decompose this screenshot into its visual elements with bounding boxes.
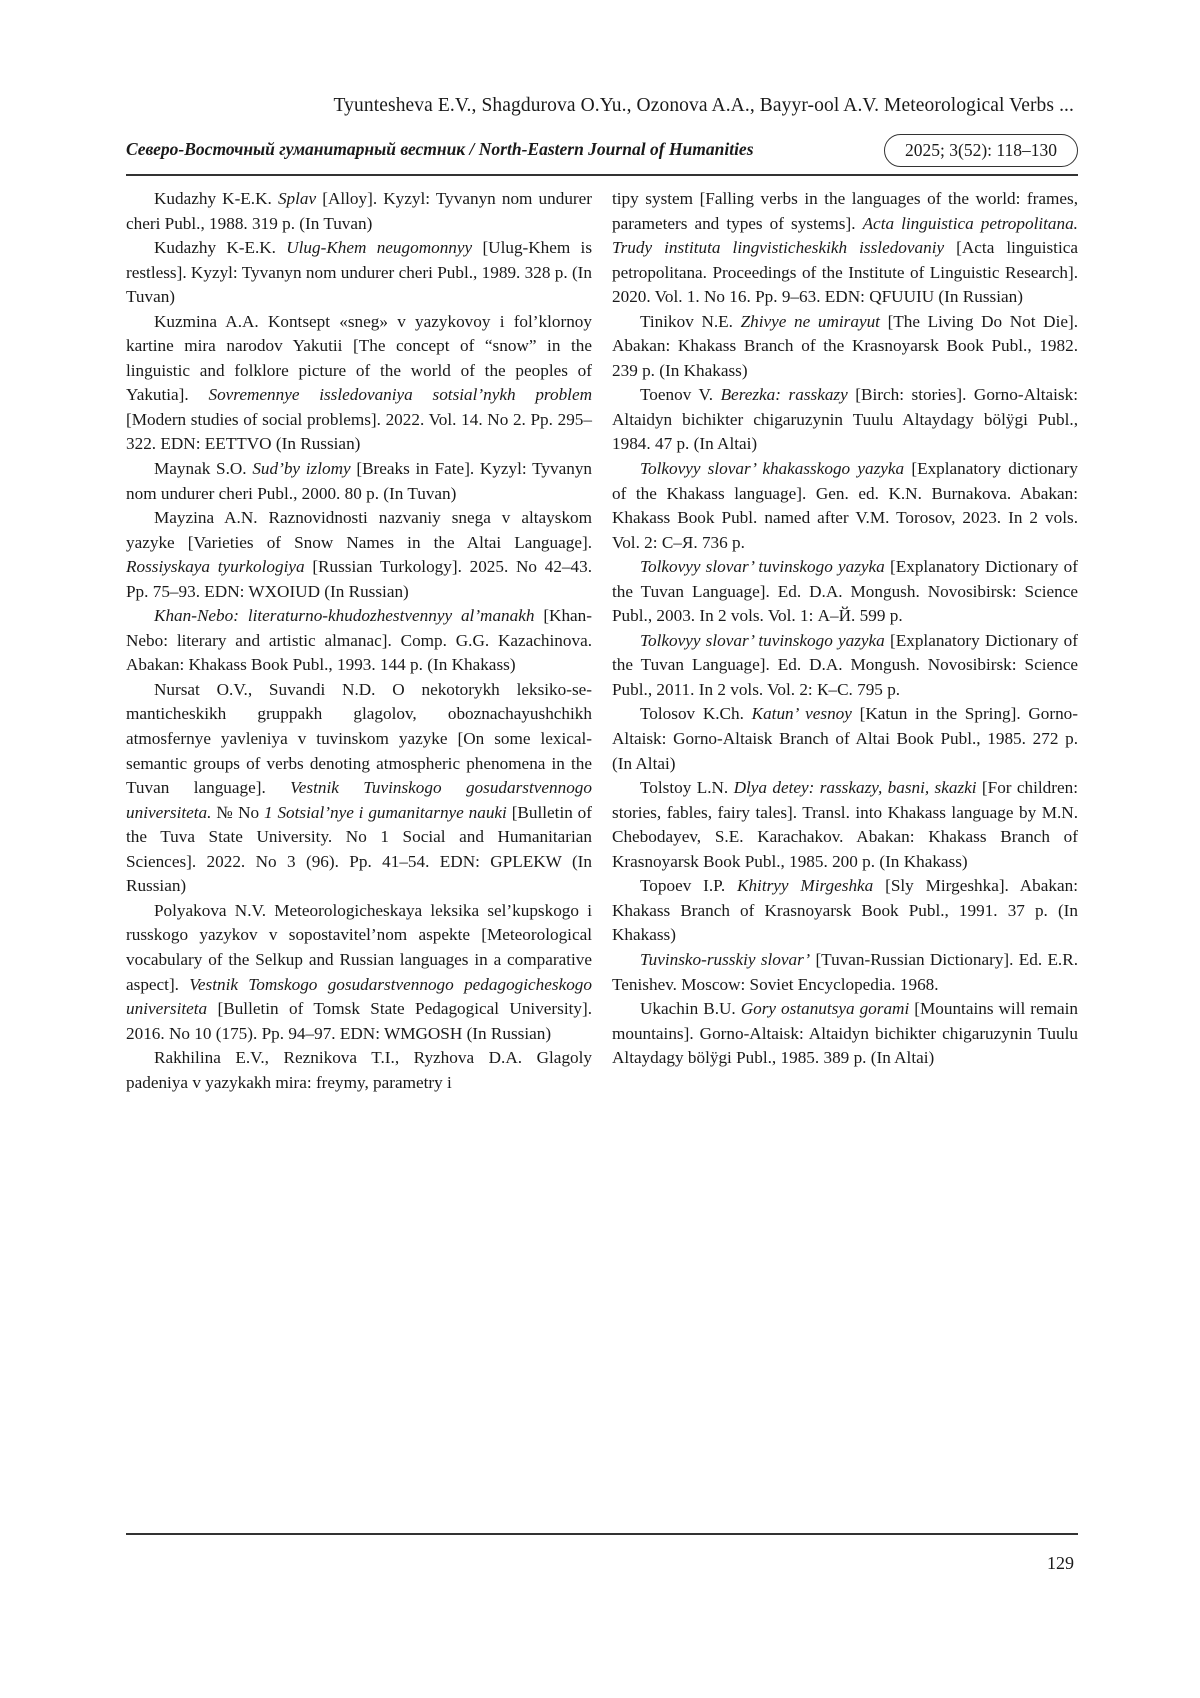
reference-title: Acta linguistica petropolitana. Trudy instituta lingvisticheskikh issledovaniy (612, 213, 1078, 258)
reference-authors: Tolosov K.Ch. (640, 704, 752, 724)
reference-entry (612, 702, 1078, 776)
reference-details: [Mountains will remain mountains]. Gorno-Altaisk: Altaidyn bichikter chigaruzynin Tuulu Altaydagy bölÿgi Publ., 1985. 389 p. (In Altai) (612, 999, 1078, 1068)
reference-authors: Kudazhy K-E.K. (154, 189, 278, 208)
reference-title: Vestnik Tomskogo gosudarstvennogo pedagogicheskogo universiteta (126, 974, 592, 1019)
reference-title: Tolkovyy slovar’ tuvinskogo yazyka (640, 557, 885, 577)
reference-entry (612, 997, 1078, 1071)
references-right-column (612, 187, 1078, 1095)
reference-title: Zhivye ne umirayut (740, 311, 880, 331)
reference-entry (126, 506, 592, 604)
reference-entry (612, 383, 1078, 457)
reference-title: Tolkovyy slovar’ tuvinskogo yazyka (640, 630, 885, 650)
reference-entry (126, 187, 592, 236)
reference-entry (612, 310, 1078, 384)
reference-title: Berezka: rasskazy (720, 385, 848, 405)
reference-entry (126, 678, 592, 899)
reference-entry (612, 629, 1078, 703)
reference-details: [Bulletin of the Tuva State University. No 1 Social and Humanitarian Sciences]. 2022. No 3 (96). Pp. 41–54. EDN: GPLEKW (In Russian) (126, 802, 592, 896)
reference-entry (612, 457, 1078, 555)
reference-entry (612, 555, 1078, 629)
reference-entry (126, 457, 592, 506)
reference-details: [Tuvan-Russian Dictionary]. Ed. E.R. Tenishev. Moscow: Soviet Encyclopedia. 1968. (612, 949, 1078, 994)
reference-title: Katun’ vesnoy (751, 704, 852, 724)
reference-details: [Katun in the Spring]. Gorno-Altaisk: Gorno-Altaisk Branch of Altai Book Publ., 1985. 272 p. (In Altai) (612, 704, 1079, 773)
reference-entry (126, 236, 592, 310)
running-head: Tyuntesheva E.V., Shagdurova O.Yu., Ozonova A.A., Bayyr-ool A.V. Meteorological Verbs ... (333, 95, 1074, 116)
issue-badge: 2025; 3(52): 118–130 (884, 134, 1078, 167)
reference-title: Sud’by izlomy (252, 459, 351, 479)
reference-authors: Kudazhy K-E.K. (154, 238, 287, 258)
reference-title: Ulug-Khem neugomonnyy (286, 238, 473, 258)
journal-header (126, 134, 1078, 174)
reference-authors: Mayzina A.N. Raznovidnosti nazvaniy snega v altayskom yazyke [Varieties of Snow Names in the Altai Language]. (126, 508, 592, 552)
reference-title: Vestnik Tuvinskogo gosudarstvennogo universiteta. (126, 778, 592, 822)
reference-title: Khitryy Mirgeshka (736, 876, 874, 896)
reference-authors: Toenov V. (640, 385, 721, 405)
reference-title: Rossiyskaya tyurkologiya (126, 557, 305, 577)
reference-details: [Birch: stories]. Gorno-Altaisk: Altaidyn bichikter chigaruzynin Tuulu Altaydagy bölÿgi Publ., 1984. 47 p. (In Altai) (612, 385, 1078, 454)
reference-details: [Explanatory Dictionary of the Tuvan Language]. Ed. D.A. Mongush. Novosibirsk: Science Publ., 2003. In 2 vols. Vol. 1: А–Й. 599 p. (612, 557, 1078, 626)
reference-details: [Russian Turkology]. 2025. No 42–43. Pp. 75–93. EDN: WXOIUD (In Russian) (126, 557, 592, 601)
reference-authors: Ukachin B.U. (640, 999, 741, 1019)
reference-title: Tuvinsko-russkiy slovar’ (640, 949, 811, 969)
reference-details: [Explanatory dictionary of the Khakass language]. Gen. ed. K.N. Burnakova. Abakan: Khakass Book Publ. named after V.M. Torosov, 2023. In 2 vols. Vol. 2: С–Я. 736 p. (612, 459, 1078, 552)
reference-authors: Topoev I.P. (640, 876, 737, 896)
reference-details: [Sly Mirgeshka]. Abakan: Khakass Branch of Krasnoyarsk Book Publ., 1991. 37 p. (In Khakass) (612, 876, 1078, 945)
references-left-column (126, 187, 592, 1095)
reference-title: Khan-Nebo: literaturno-khudozhestvennyy al’manakh (154, 606, 535, 626)
reference-details: [Khan-Nebo: literary and artistic almanac]. Comp. G.G. Kazachinova. Abakan: Khakass Book Publ., 1993. 144 p. (In Khakass) (126, 606, 592, 675)
reference-title: Dlya detey: rasskazy, basni, skazki (733, 778, 977, 798)
reference-entry (126, 604, 592, 678)
reference-details: [Alloy]. Kyzyl: Tyvanyn nom undurer cheri Publ., 1988. 319 p. (In Tuvan) (126, 189, 593, 233)
reference-entry (612, 948, 1078, 997)
reference-details: [Explanatory Dictionary of the Tuvan Language]. Ed. D.A. Mongush. Novosibirsk: Science Publ., 2011. In 2 vols. Vol. 2: К–С. 795 p. (612, 630, 1078, 699)
reference-authors: Polyakova N.V. Meteorologicheskaya leksika sel’kupskogo i russkogo yazykov v sopostavitel’nom aspekte [Meteorological vocabulary of the Selkup and Russian languages in a comparative aspect]. (126, 900, 592, 994)
reference-details: [Acta linguistica petropolitana. Proceedings of the Institute of Linguistic Research]. 2020. Vol. 1. No 16. Pp. 9–63. EDN: QFUUIU (In Russian) (612, 238, 1078, 307)
reference-title: Sovremennye issledovaniya sotsial’nykh problem (208, 385, 592, 405)
reference-authors: Nursat O.V., Suvandi N.D. O nekotorykh leksiko-semanticheskikh gruppakh glagolov, oboznachayushchikh atmosfernye yavleniya v tuvinskom yazyke [On some lexical-semantic groups of verbs denoting atmospheric phenomena in the Tuvan language]. (126, 679, 592, 798)
reference-authors: Tolstoy L.N. (640, 778, 734, 798)
reference-entry (612, 776, 1078, 874)
reference-title: Tolkovyy slovar’ khakasskogo yazyka (640, 459, 905, 479)
header-rule (126, 174, 1078, 176)
reference-authors: Tinikov N.E. (640, 311, 741, 331)
reference-authors: Kuzmina A.A. Kontsept «sneg» v yazykovoy i fol’klornoy kartine mira narodov Yakutii [The concept of “snow” in the linguistic and folklore picture of the world of the peoples of Yakutia]. (126, 311, 592, 405)
reference-details: [The Living Do Not Die]. Abakan: Khakass Branch of the Krasnoyarsk Book Publ., 1982. 239 p. (In Khakass) (612, 311, 1078, 380)
reference-authors: Maynak S.O. (154, 459, 253, 479)
reference-entry (126, 1046, 592, 1095)
reference-title: Gory ostanutsya gorami (740, 999, 910, 1019)
reference-authors: Rakhilina E.V., Reznikova T.I., Ryzhova D.A. Glagoly padeniya v yazykakh mira: freymy, parametry i (126, 1048, 592, 1092)
reference-details: [Bulletin of Tomsk State Pedagogical University]. 2016. No 10 (175). Pp. 94–97. EDN: WMGOSH (In Russian) (126, 999, 592, 1043)
footer-rule (126, 1533, 1078, 1535)
page-number: 129 (1047, 1553, 1074, 1573)
reference-title: 1 Sotsial’nye i gumanitarnye nauki (264, 802, 507, 822)
reference-entry (126, 310, 592, 457)
reference-details: [Ulug-Khem is restless]. Kyzyl: Tyvanyn nom undurer cheri Publ., 1989. 328 p. (In Tuvan) (126, 238, 593, 307)
reference-details: [For children: stories, fables, fairy tales]. Transl. into Khakass language by M.N. Chebodayev, S.E. Karachakov. Abakan: Khakass Branch of Krasnoyarsk Book Publ., 1985. 200 p. (In Khakass) (612, 778, 1078, 871)
journal-title: Северо-Восточный гуманитарный вестник / North-Eastern Journal of Humanities (126, 139, 754, 159)
reference-entry (126, 899, 592, 1046)
reference-text: № No (211, 802, 264, 822)
reference-details: [Breaks in Fate]. Kyzyl: Tyvanyn nom undurer cheri Publ., 2000. 80 p. (In Tuvan) (126, 459, 592, 503)
reference-authors: tipy system [Falling verbs in the languages of the world: frames, parameters and types of systems]. (612, 189, 1078, 233)
references-columns (126, 187, 1078, 1095)
reference-entry (612, 874, 1078, 948)
reference-entry (612, 187, 1078, 310)
reference-title: Splav (277, 189, 317, 208)
reference-details: [Modern studies of social problems]. 2022. Vol. 14. No 2. Pp. 295–322. EDN: EETTVO (In Russian) (126, 409, 592, 454)
